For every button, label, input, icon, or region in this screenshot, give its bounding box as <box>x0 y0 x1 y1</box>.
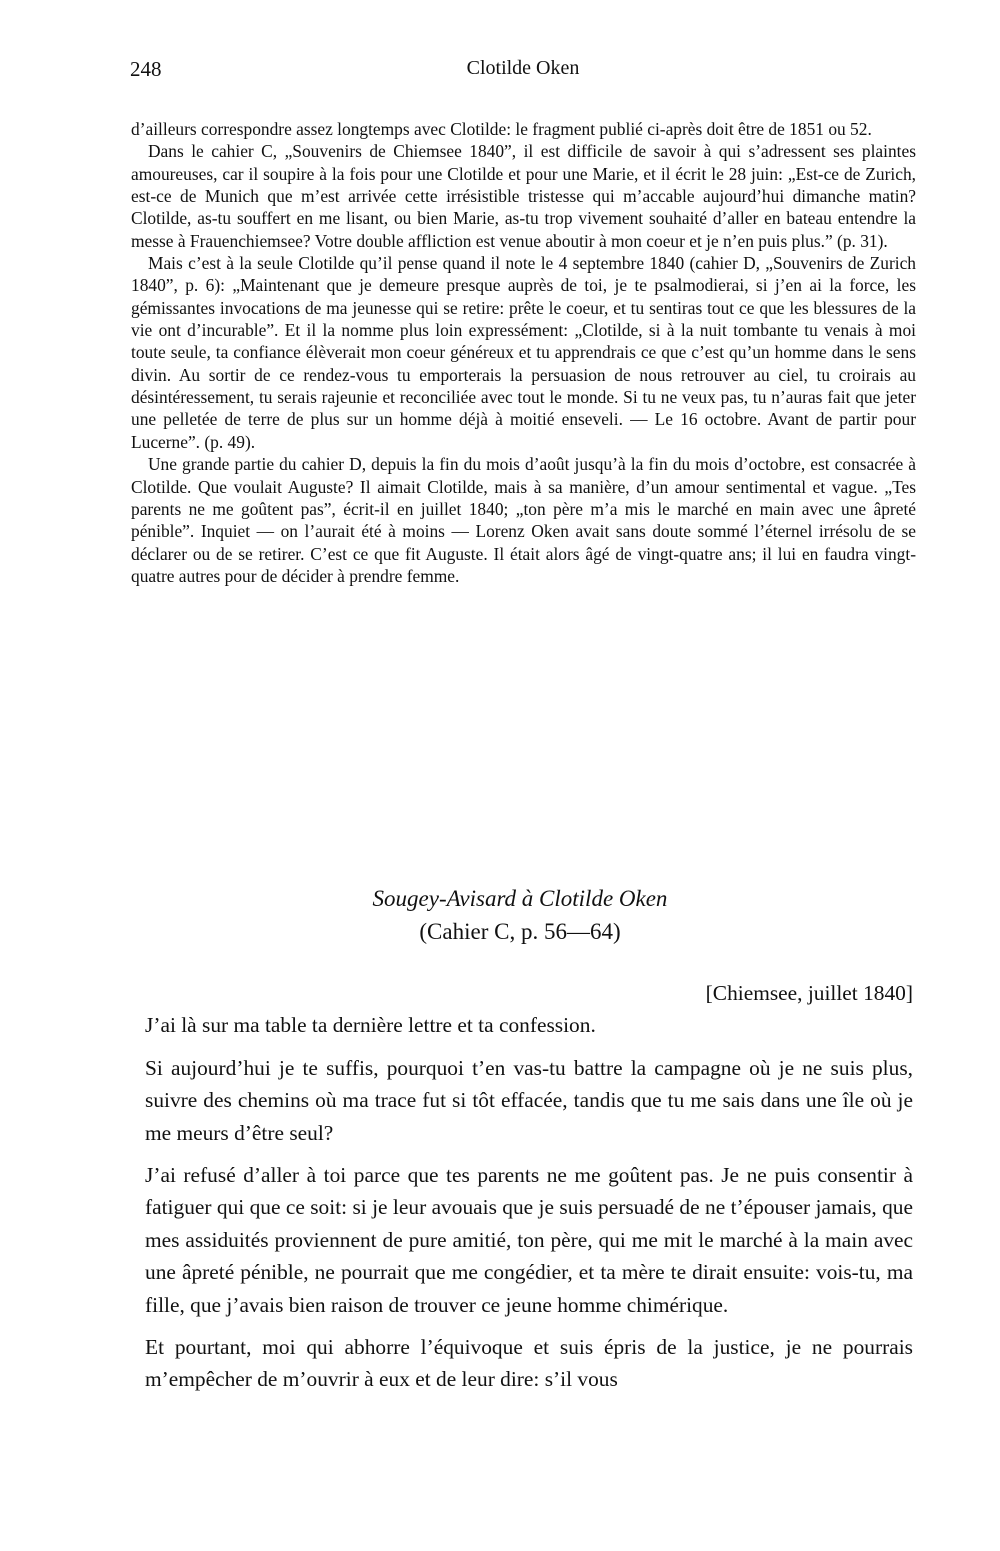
commentary-text <box>131 118 916 587</box>
letter-heading <box>0 882 1000 948</box>
letter-paragraph: J’ai là sur ma table ta dernière lettre et ta confession. <box>145 1013 596 1038</box>
letter-paragraph: Si aujourd’hui je te suffis, pourquoi t’en vas-tu battre la campagne où je ne suis plus, suivre des chemins où ma trace fut si tôt effacée, tandis que tu me sais dans une île où je me meurs d’être seul? <box>145 1055 913 1145</box>
page-number: 248 <box>130 57 162 81</box>
running-head <box>130 57 916 87</box>
letter-paragraph: Et pourtant, moi qui abhorre l’équivoque et suis épris de la justice, je ne pourrais m’empêcher de m’ouvrir à eux et de leur dire: s’il vous <box>145 1335 913 1392</box>
running-title: Clotilde Oken <box>466 57 580 79</box>
letter-paragraph: J’ai refusé d’aller à toi parce que tes parents ne me goûtent pas. Je ne puis consentir à fatiguer qui que ce soit: si je leur avouais que je suis persuadé de ne t’épouser jamais, que mes assiduités proviennent de pure amitié, ton père, qui me mit le marché à la main avec une âpreté pénible, ne pourrait que me congédier, et ta mère te dirait ensuite: vois-tu, ma fille, que j’avais bien raison de trouver ce jeune homme chimérique. <box>145 1163 913 1317</box>
letter-body <box>145 977 913 1406</box>
commentary-paragraph: Une grande partie du cahier D, depuis la fin du mois d’août jusqu’à la fin du mois d’octobre, est consacrée à Clotilde. Que voulait Auguste? Il aimait Clotilde, mais à sa manière, d’un amour sentimental et vague. „Tes parents ne me goûtent pas”, écrit-il en juillet 1840; „ton père m’a mis le marché en main avec une âpreté pénible”. Inquiet — on l’aurait été à moins — Lorenz Oken avait sans doute sommé l’éternel irrésolu de se déclarer ou de se retirer. C’est ce que fit Auguste. Il était alors âgé de vingt-quatre ans; il lui en faudra vingt-quatre autres pour de décider à prendre femme. <box>131 454 916 586</box>
commentary-paragraph: Dans le cahier C, „Souvenirs de Chiemsee 1840”, il est difficile de savoir à qui s’adressent ses plaintes amoureuses, car il soupire à la fois pour une Clotilde et pour une Marie, et il écrit le 28 juin: „Est-ce de Zurich, est-ce de Munich que m’est arrivée cette irrésistible tristesse qui m’accable aujourd’hui dimanche matin? Clotilde, as-tu souffert en me lisant, ou bien Marie, as-tu trop vivement souhaité d’aller en bateau entendre la messe à Frauenchiemsee? Votre double affliction est venue aboutir à mon coeur et je n’en puis plus.” (p. 31). <box>131 141 916 251</box>
commentary-paragraph: Mais c’est à la seule Clotilde qu’il pense quand il note le 4 septembre 1840 (cahier D, „Souvenirs de Zurich 1840”, p. 6): „Maintenant que je demeure presque auprès de toi, je te psalmodierai, si j’en ai la force, les gémissantes invocations de ma jeunesse qui se retire: prête le coeur, et tu sentiras tout ce que les blessures de la vie ont d’incurable”. Et il la nomme plus loin expressément: „Clotilde, si à la nuit tombante tu venais à moi toute seule, ta confiance élèverait mon coeur généreux et tu apprendrais ce que c’est qu’un homme dans le sens divin. Au sortir de ce rendez-vous tu emporterais la persuasion de nous retrouver au ciel, tu croirais au désintéressement, tu serais rajeunie et reconciliée avec tout le monde. Si tu ne veux pas, tu n’auras fait que jeter une pelletée de terre de plus sur un homme déjà à moitié enseveli. — Le 16 octobre. Avant de partir pour Lucerne”. (p. 49). <box>131 253 916 452</box>
letter-source: (Cahier C, p. 56—64) <box>419 919 621 944</box>
letter-dateline: [Chiemsee, juillet 1840] <box>705 981 913 1005</box>
letter-title: Sougey-Avisard à Clotilde Oken <box>372 886 668 911</box>
commentary-paragraph: d’ailleurs correspondre assez longtemps avec Clotilde: le fragment publié ci-après doit être de 1851 ou 52. <box>131 119 872 139</box>
